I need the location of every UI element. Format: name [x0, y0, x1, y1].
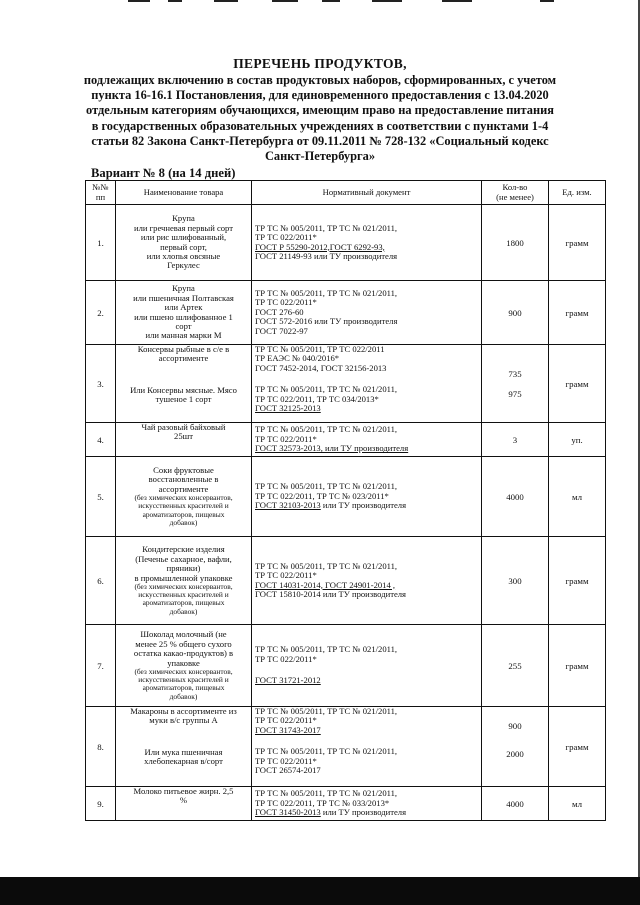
table-row [86, 281, 606, 345]
subtitle-line: статьи 82 Закона Санкт-Петербурга от 09.11.2011 № 728-132 «Социальный кодекс [91, 133, 549, 148]
table-row [86, 787, 606, 821]
normative-document: ТР ТС № 005/2011, ТР ТС № 021/2011, ТР ТС 022/2011* ГОСТ 32573-2013, или ТУ производителя [252, 423, 482, 457]
table-row [86, 625, 606, 707]
header-name: Наименование товара [116, 181, 252, 205]
row-number: 2. [86, 281, 116, 345]
quantity: 900 [482, 281, 549, 345]
quantity: 735 975 [482, 345, 549, 423]
table-header-row [86, 181, 606, 205]
unit: грамм [549, 281, 606, 345]
normative-document: ТР ТС № 005/2011, ТР ТС № 021/2011, ТР ТС 022/2011, ТР ТС № 033/2013* ГОСТ 31450-2013 или ТУ производителя [252, 787, 482, 821]
table-row [86, 707, 606, 787]
table-row [86, 457, 606, 537]
products-table [85, 180, 606, 821]
subtitle-line: подлежащих включению в состав продуктовых наборов, сформированных, с учетом [83, 73, 557, 87]
product-name: Шоколад молочный (не менее 25 % общего сухого остатка какао-продуктов) в упаковке (без химических консервантов, искусственных красителей и ароматизаторов, пищевых добавок) [116, 625, 252, 707]
unit: мл [549, 457, 606, 537]
normative-document: ТР ТС № 005/2011, ТР ТС № 021/2011, ТР ТС 022/2011* ГОСТ 276-60 ГОСТ 572-2016 или ТУ производителя ГОСТ 7022-97 [252, 281, 482, 345]
table-row [86, 423, 606, 457]
quantity: 900 2000 [482, 707, 549, 787]
product-name: Чай разовый байховый 25шт [116, 423, 252, 457]
quantity: 4000 [482, 787, 549, 821]
header-doc: Нормативный документ [252, 181, 482, 205]
normative-document: ТР ТС № 005/2011, ТР ТС № 021/2011, ТР ТС 022/2011* ГОСТ 14031-2014, ГОСТ 24901-2014 , ГОСТ 15810-2014 или ТУ производителя [252, 537, 482, 625]
unit: грамм [549, 537, 606, 625]
normative-document: ТР ТС № 005/2011, ТР ТС 022/2011 ТР ЕАЭС № 040/2016* ГОСТ 7452-2014, ГОСТ 32156-2013 ТР ТС № 005/2011, ТР ТС № 021/2011, ТР ТС 022/2011, ТР ТС 034/2013* ГОСТ 32125-2013 [252, 345, 482, 423]
normative-document: ТР ТС № 005/2011, ТР ТС № 021/2011, ТР ТС 022/2011* ГОСТ Р 55290-2012,ГОСТ 6292-93, ГОСТ 21149-93 или ТУ производителя [252, 205, 482, 281]
unit: грамм [549, 625, 606, 707]
document-heading [80, 56, 560, 164]
quantity: 4000 [482, 457, 549, 537]
scan-bottom-border [0, 877, 640, 905]
row-number: 7. [86, 625, 116, 707]
table-row [86, 205, 606, 281]
product-name: Крупа или пшеничная Полтавская или Артек или пшено шлифованное 1 сорт или манная марки М [116, 281, 252, 345]
subtitle-line: в государственных образовательных учреждениях в соответствии с пунктами 1-4 [91, 118, 549, 133]
subtitle-line: Санкт-Петербурга» [264, 149, 376, 164]
document-subtitle [80, 73, 560, 164]
row-number: 1. [86, 205, 116, 281]
row-number: 9. [86, 787, 116, 821]
quantity: 1800 [482, 205, 549, 281]
header-qty: Кол-во (не менее) [482, 181, 549, 205]
normative-document: ТР ТС № 005/2011, ТР ТС № 021/2011, ТР ТС 022/2011* ГОСТ 31743-2017 ТР ТС № 005/2011, ТР ТС № 021/2011, ТР ТС 022/2011* ГОСТ 26574-2017 [252, 707, 482, 787]
unit: мл [549, 787, 606, 821]
product-name: Молоко питьевое жирн. 2,5 % [116, 787, 252, 821]
product-name: Консервы рыбные в с/е в ассортименте Или Консервы мясные. Мясо тушеное 1 сорт [116, 345, 252, 423]
subtitle-line: пункта 16-16.1 Постановления, для единовременного предоставления с 13.04.2020 [91, 88, 549, 103]
product-name: Макароны в ассортименте из муки в/с группы А Или мука пшеничная хлебопекарная в/сорт [116, 707, 252, 787]
unit: грамм [549, 205, 606, 281]
document-title: ПЕРЕЧЕНЬ ПРОДУКТОВ, [233, 56, 407, 71]
quantity: 3 [482, 423, 549, 457]
unit: грамм [549, 345, 606, 423]
header-unit: Ед. изм. [549, 181, 606, 205]
unit: уп. [549, 423, 606, 457]
subtitle-line: отдельным категориям обучающихся, имеющим право на предоставление питания [86, 103, 554, 118]
variant-label: Вариант № 8 (на 14 дней) [91, 166, 236, 180]
row-number: 6. [86, 537, 116, 625]
table-row [86, 345, 606, 423]
product-name: Соки фруктовые восстановленные в ассортименте (без химических консервантов, искусственных красителей и ароматизаторов, пищевых добавок) [116, 457, 252, 537]
row-number: 5. [86, 457, 116, 537]
row-number: 8. [86, 707, 116, 787]
scan-top-marks [0, 0, 640, 6]
normative-document: ТР ТС № 005/2011, ТР ТС № 021/2011, ТР ТС 022/2011* ГОСТ 31721-2012 [252, 625, 482, 707]
table-row [86, 537, 606, 625]
unit: грамм [549, 707, 606, 787]
product-name: Крупа или гречневая первый сорт или рис шлифованный, первый сорт, или хлопья овсяные Геркулес [116, 205, 252, 281]
quantity: 255 [482, 625, 549, 707]
normative-document: ТР ТС № 005/2011, ТР ТС № 021/2011, ТР ТС 022/2011, ТР ТС № 023/2011* ГОСТ 32103-2013 или ТУ производителя [252, 457, 482, 537]
quantity: 300 [482, 537, 549, 625]
row-number: 4. [86, 423, 116, 457]
header-num: №№ пп [86, 181, 116, 205]
row-number: 3. [86, 345, 116, 423]
product-name: Кондитерские изделия (Печенье сахарное, вафли, пряники) в промышленной упаковке (без химических консервантов, искусственных красителей и ароматизаторов, пищевых добавок) [116, 537, 252, 625]
